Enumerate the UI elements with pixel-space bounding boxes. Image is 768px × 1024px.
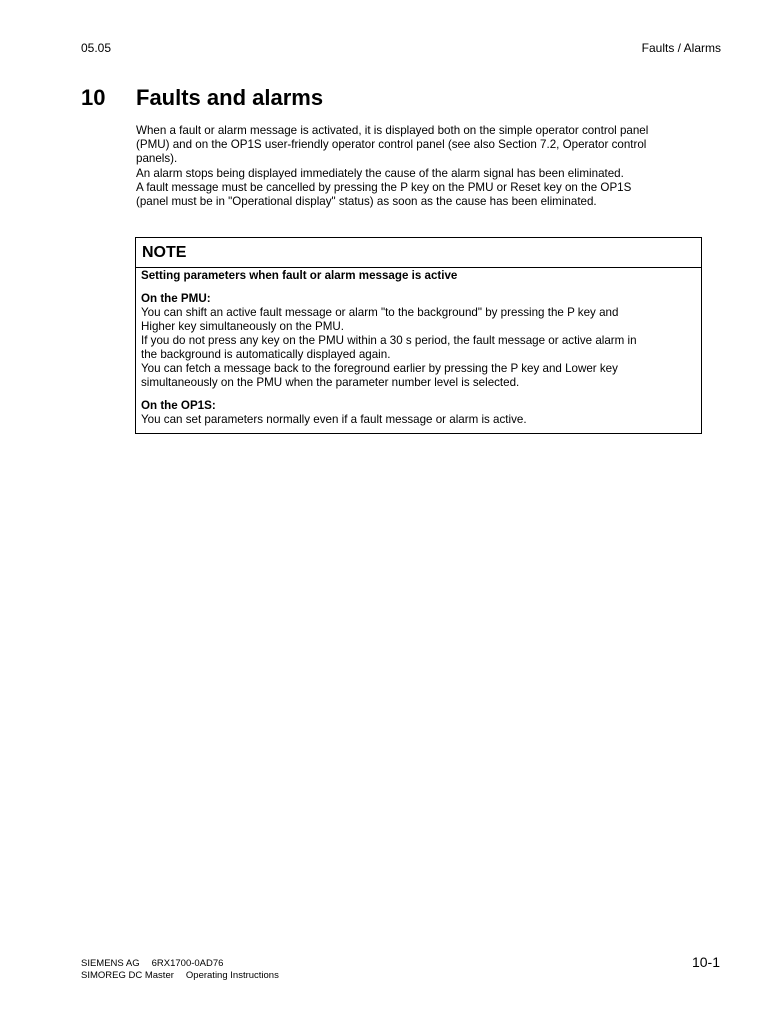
note-pmu-heading: On the PMU: xyxy=(141,292,211,305)
note-subtitle: Setting parameters when fault or alarm message is active xyxy=(141,269,458,282)
note-pmu-line: the background is automatically displayed again. xyxy=(141,348,391,361)
note-box xyxy=(135,237,702,434)
note-title: NOTE xyxy=(136,238,701,268)
footer-order-number: 6RX1700-0AD76 xyxy=(151,958,224,969)
intro-line: When a fault or alarm message is activated, it is displayed both on the simple operator control panel xyxy=(136,124,649,137)
note-pmu-line: Higher key simultaneously on the PMU. xyxy=(141,320,344,333)
footer-line-1 xyxy=(81,958,279,970)
chapter-title: Faults and alarms xyxy=(136,85,324,110)
intro-line: An alarm stops being displayed immediately the cause of the alarm signal has been eliminated. xyxy=(136,166,624,180)
note-body xyxy=(136,268,701,427)
footer-line-2 xyxy=(81,970,279,982)
intro-line: (panel must be in "Operational display" status) as soon as the cause has been eliminated. xyxy=(136,195,597,209)
intro-line: (PMU) and on the OP1S user-friendly operator control panel (see also Section 7.2, Operator control xyxy=(136,138,647,152)
note-pmu-line: If you do not press any key on the PMU within a 30 s period, the fault message or active alarm in xyxy=(141,334,637,347)
footer-doc-type: Operating Instructions xyxy=(185,970,279,981)
chapter-number: 10 xyxy=(81,85,106,110)
spacer xyxy=(141,390,696,399)
intro-paragraph xyxy=(136,124,710,209)
intro-line: panels). xyxy=(136,152,178,166)
note-op1s-line: You can set parameters normally even if a fault message or alarm is active. xyxy=(141,413,527,426)
chapter-heading xyxy=(81,85,323,111)
note-pmu-line: simultaneously on the PMU when the parameter number level is selected. xyxy=(141,376,520,389)
footer-info xyxy=(81,958,279,982)
page-number: 10-1 xyxy=(691,954,720,970)
note-pmu-line: You can fetch a message back to the foreground earlier by pressing the P key and Lower key xyxy=(141,362,618,375)
intro-line: A fault message must be cancelled by pressing the P key on the PMU or Reset key on the OP1S xyxy=(136,180,632,194)
footer-product: SIMOREG DC Master xyxy=(81,970,174,981)
footer-company: SIEMENS AG xyxy=(81,958,140,969)
note-op1s-heading: On the OP1S: xyxy=(141,399,216,412)
header-section-title: Faults / Alarms xyxy=(641,41,721,55)
spacer xyxy=(141,283,696,292)
header-date: 05.05 xyxy=(81,41,112,55)
note-pmu-line: You can shift an active fault message or alarm "to the background" by pressing the P key and xyxy=(141,306,619,319)
